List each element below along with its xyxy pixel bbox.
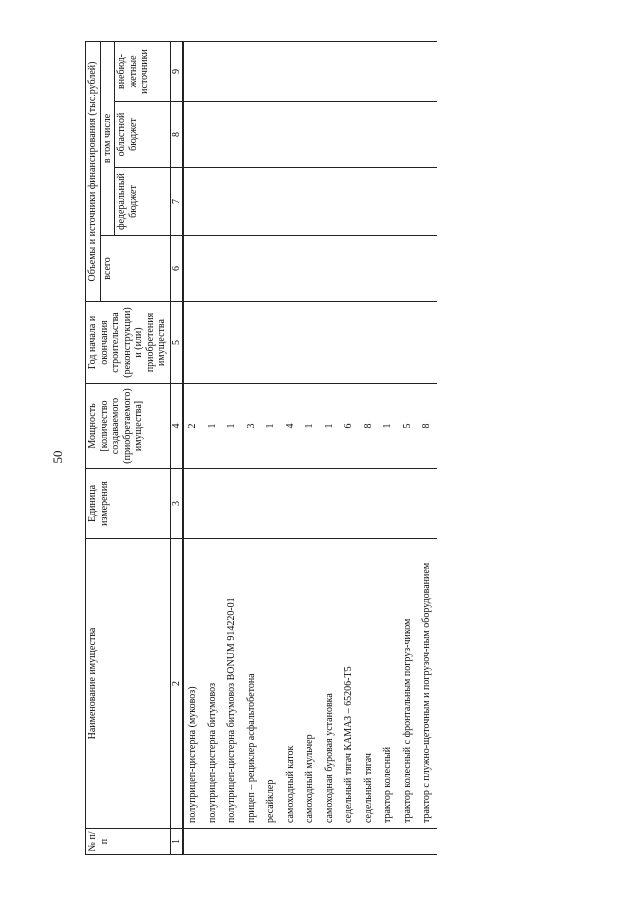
item-name: самоходный мульчер bbox=[300, 539, 320, 829]
column-number: 1 bbox=[171, 829, 184, 855]
item-name: трактор колесный bbox=[378, 539, 398, 829]
item-name: трактор колесный с фронтальным погруз-чиком bbox=[398, 539, 418, 829]
header-federal: федеральный бюджет bbox=[115, 168, 171, 236]
header-funding: Объемы и источники финансирования (тыс.рублей) bbox=[86, 41, 101, 301]
item-qty: 1 bbox=[222, 384, 242, 469]
column-number: 3 bbox=[171, 469, 184, 539]
header-num: № п/п bbox=[86, 829, 171, 855]
header-years: Год начала и окончания строительства (реконструкции) и (или) приобретения имущества bbox=[86, 302, 171, 384]
column-number: 9 bbox=[171, 41, 184, 101]
item-name: полуприцеп-цистерна битумовоз bbox=[203, 539, 223, 829]
table-row bbox=[281, 41, 301, 854]
header-extra: внебюд-жетные источники bbox=[115, 41, 171, 101]
column-number: 8 bbox=[171, 102, 184, 168]
table-row bbox=[359, 41, 379, 854]
item-name: полуприцеп-цистерна (муковоз) bbox=[183, 539, 203, 829]
header-row-1 bbox=[86, 41, 101, 854]
item-qty: 3 bbox=[242, 384, 262, 469]
header-unit: Единица измерения bbox=[86, 469, 171, 539]
item-qty: 1 bbox=[203, 384, 223, 469]
table-row bbox=[242, 41, 262, 854]
column-number: 7 bbox=[171, 168, 184, 236]
item-qty: 1 bbox=[300, 384, 320, 469]
item-qty: 1 bbox=[378, 384, 398, 469]
table-row bbox=[222, 41, 242, 854]
item-name: ресайклер bbox=[261, 539, 281, 829]
item-qty: 1 bbox=[261, 384, 281, 469]
column-number: 2 bbox=[171, 539, 184, 829]
header-name: Наименование имущества bbox=[86, 539, 171, 829]
table-row bbox=[417, 41, 437, 854]
item-name: седельный тягач bbox=[359, 539, 379, 829]
table-row bbox=[339, 41, 359, 854]
page-number: 50 bbox=[50, 450, 65, 464]
table-row bbox=[203, 41, 223, 854]
property-table bbox=[85, 41, 437, 855]
column-number: 4 bbox=[171, 384, 184, 469]
item-name: полуприцеп-цистерна битумовоз BONUM 914220-01 bbox=[222, 539, 242, 829]
item-qty: 4 bbox=[281, 384, 301, 469]
table-row bbox=[398, 41, 418, 854]
header-total: всего bbox=[100, 236, 171, 302]
item-qty: 6 bbox=[339, 384, 359, 469]
item-name: трактор с плужно-щеточным и погрузоч-ным оборудованием bbox=[417, 539, 437, 829]
header-capacity: Мощность [количество создаваемого (приобретаемого) имущества] bbox=[86, 384, 171, 469]
item-name: прицеп – рециклер асфальтобетона bbox=[242, 539, 262, 829]
header-regional: областной бюджет bbox=[115, 102, 171, 168]
table-row bbox=[183, 41, 203, 854]
item-name: самоходный каток bbox=[281, 539, 301, 829]
table-row bbox=[300, 41, 320, 854]
table-row bbox=[378, 41, 398, 854]
item-qty: 8 bbox=[417, 384, 437, 469]
column-number: 5 bbox=[171, 302, 184, 384]
table-row bbox=[261, 41, 281, 854]
item-qty: 2 bbox=[183, 384, 203, 469]
item-qty: 1 bbox=[320, 384, 340, 469]
item-qty: 8 bbox=[359, 384, 379, 469]
column-numbers-row bbox=[171, 41, 184, 854]
header-in-that: в том числе bbox=[100, 41, 115, 235]
column-number: 6 bbox=[171, 236, 184, 302]
item-qty: 5 bbox=[398, 384, 418, 469]
table-row bbox=[320, 41, 340, 854]
item-name: самоходная буровая установка bbox=[320, 539, 340, 829]
item-name: седельный тягач КАМАЗ – 65206-Т5 bbox=[339, 539, 359, 829]
